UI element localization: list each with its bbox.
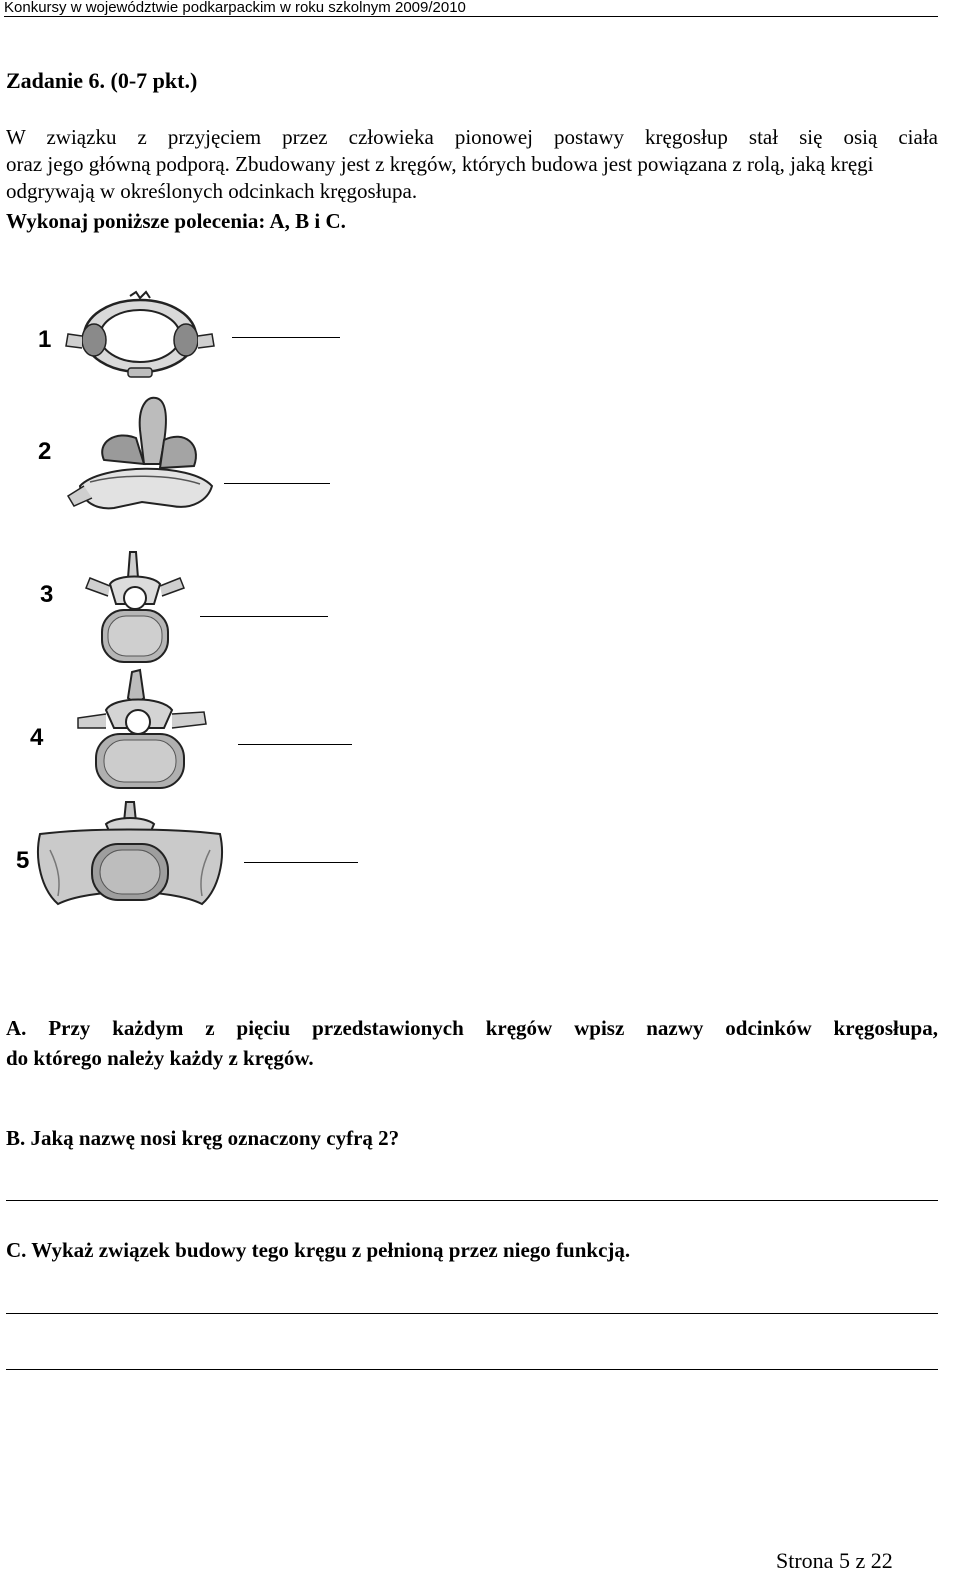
question-c: C. Wykaż związek budowy tego kręgu z pełnioną przez niego funkcją.: [6, 1238, 631, 1262]
vertebra-label-3: 3: [40, 581, 54, 608]
vertebra-label-5: 5: [16, 847, 30, 874]
intro-line-1: W związku z przyjęciem przez człowieka pionowej postawy kręgosłup stał się osią ciała: [6, 125, 938, 149]
page-header: Konkursy w województwie podkarpackim w roku szkolnym 2009/2010: [4, 0, 938, 17]
vertebra-label-1: 1: [38, 326, 52, 353]
answer-blank-1[interactable]: [232, 337, 340, 338]
intro-rest: oraz jego główną podporą. Zbudowany jest z kręgów, których budowa jest powiązana z rolą, jaką kręgi odgrywają w określonych odcinkach kręgosłupa.: [6, 152, 874, 203]
vertebra-3-thoracic: [80, 548, 190, 668]
question-a-line-1: A. Przy każdym z pięciu przedstawionych kręgów wpisz nazwy odcinków kręgosłupa,: [6, 1016, 938, 1040]
page-number: Strona 5 z 22: [776, 1548, 893, 1573]
question-a: [6, 1013, 938, 1073]
answer-line-b[interactable]: [6, 1200, 938, 1201]
question-b: B. Jaką nazwę nosi kręg oznaczony cyfrą 2?: [6, 1126, 400, 1150]
vertebra-label-4: 4: [30, 724, 44, 751]
vertebra-2-axis: [60, 390, 230, 525]
task-title: Zadanie 6. (0-7 pkt.): [6, 68, 198, 93]
answer-blank-3[interactable]: [200, 616, 328, 617]
vertebra-5-sacrum: [30, 800, 230, 915]
vertebrae-figure: [0, 250, 560, 990]
task-instruction: Wykonaj poniższe polecenia: A, B i C.: [6, 209, 346, 233]
answer-blank-5[interactable]: [244, 862, 358, 863]
vertebra-4-lumbar: [60, 668, 220, 793]
answer-line-c-1[interactable]: [6, 1313, 938, 1314]
task-intro: [6, 124, 938, 205]
vertebra-label-2: 2: [38, 438, 52, 465]
answer-line-c-2[interactable]: [6, 1369, 938, 1370]
answer-blank-4[interactable]: [238, 744, 352, 745]
question-a-line-2: do którego należy każdy z kręgów.: [6, 1046, 314, 1070]
answer-blank-2[interactable]: [224, 483, 330, 484]
vertebra-1-atlas: [60, 290, 220, 380]
